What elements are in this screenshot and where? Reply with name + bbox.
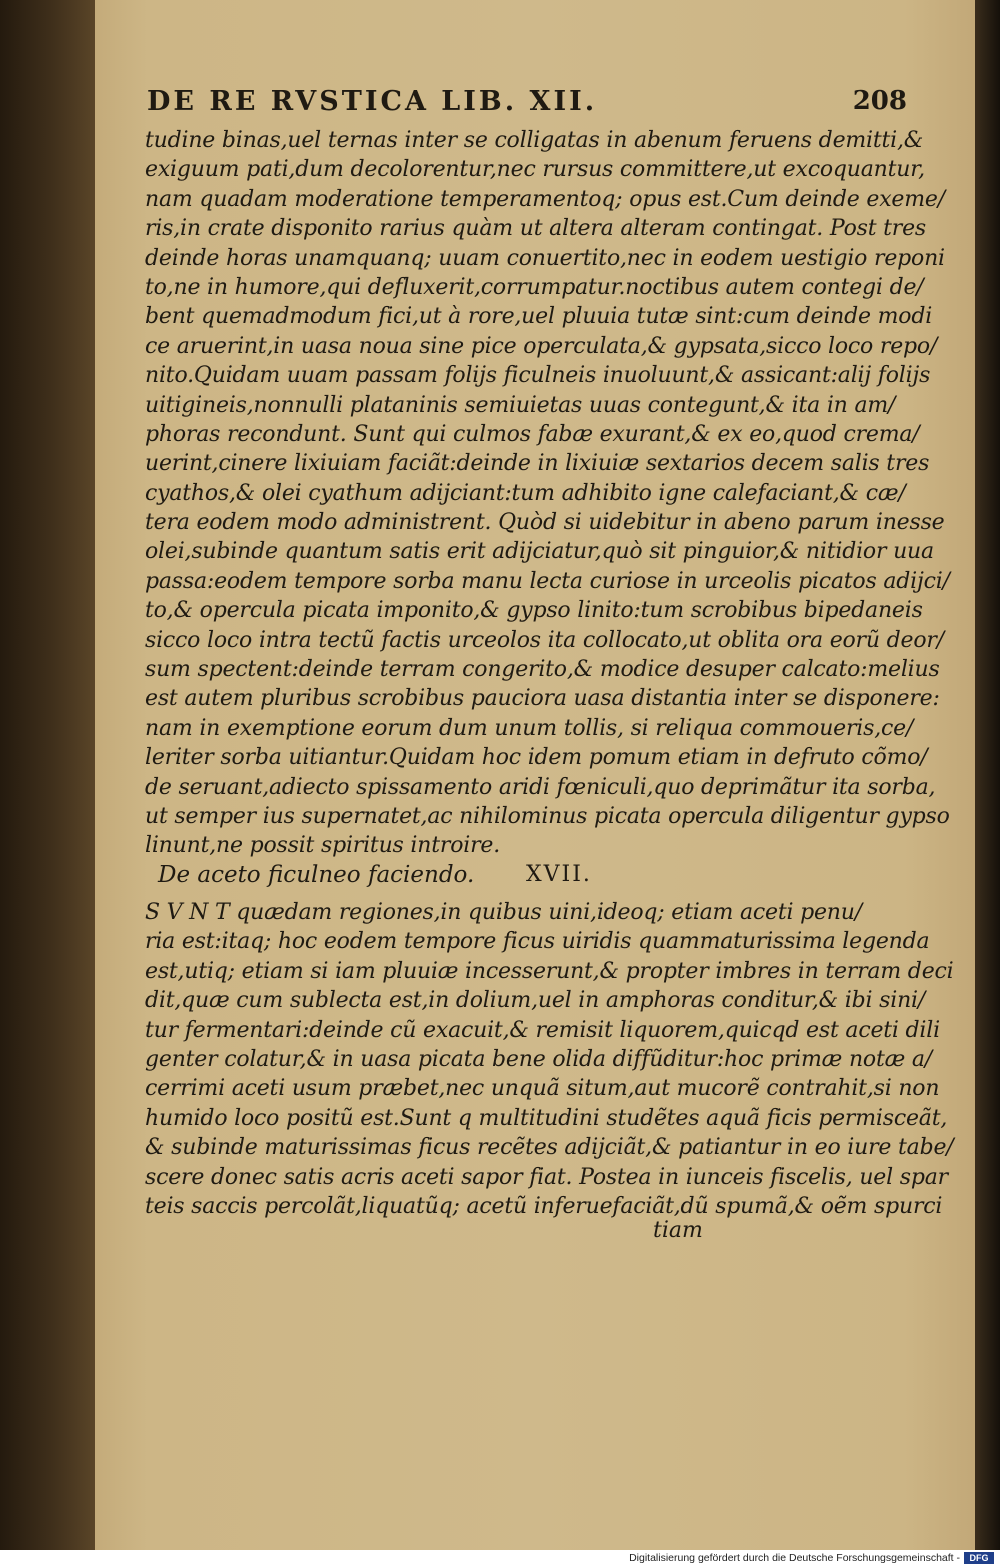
text-line: genter colatur,& in uasa picata bene olida diffũditur:hoc primæ notæ a/ <box>145 1046 933 1072</box>
catchword: tiam <box>653 1218 703 1243</box>
text-line: olei,subinde quantum satis erit adijciatur,quò sit pinguior,& nitidior uua <box>145 539 934 565</box>
text-line: deinde horas unamquanq; uuam conuertito,nec in eodem uestigio reponi <box>145 245 945 271</box>
text-line: leriter sorba uitiantur.Quidam hoc idem pomum etiam in defruto cõmo/ <box>145 745 928 771</box>
text-line: teis saccis percolãt,liquatũq; acetũ inferuefaciãt,dũ spumã,& oẽm spurci <box>145 1193 943 1219</box>
text-line: de seruant,adiecto spissamento aridi fœniculi,quo deprimãtur ita sorba, <box>145 774 936 800</box>
text-line: ce aruerint,in uasa noua sine pice operculata,& gypsata,sicco loco repo/ <box>145 333 938 359</box>
chapter-title: De aceto ficulneo faciendo. <box>158 862 475 888</box>
scan-background-left <box>0 0 95 1550</box>
text-line: nam quadam moderatione temperamentoq; opus est.Cum deinde exeme/ <box>145 186 945 212</box>
text-line: linunt,ne possit spiritus introire. <box>145 833 501 859</box>
text-line: cerrimi aceti usum præbet,nec unquã situm,aut mucorẽ contrahit,si non <box>145 1076 940 1102</box>
running-title: DE RE RVSTICA LIB. XII. <box>147 86 598 117</box>
text-line: & subinde maturissimas ficus recẽtes adijciãt,& patiantur in eo iure tabe/ <box>145 1135 954 1161</box>
text-line: uerint,cinere lixiuiam faciãt:deinde in lixiuiæ sextarios decem salis tres <box>145 451 930 477</box>
chapter-text <box>145 898 954 1221</box>
text-line: bent quemadmodum fici,ut à rore,uel pluuia tutæ sint:cum deinde modi <box>145 304 933 330</box>
funding-credit: Digitalisierung gefördert durch die Deutsche Forschungsgemeinschaft - <box>629 1552 960 1564</box>
dfg-logo: DFG <box>964 1552 994 1564</box>
chapter-heading <box>158 862 698 892</box>
text-line: humido loco positũ est.Sunt q multitudini studẽtes aquã ficis permisceãt, <box>145 1105 948 1131</box>
text-line: sum spectent:deinde terram congerito,& modice desuper calcato:melius <box>145 657 940 683</box>
text-line: tur fermentari:deinde cũ exacuit,& remisit liquorem,quicqd est aceti dili <box>145 1017 940 1043</box>
scan-background-right <box>975 0 1000 1550</box>
text-line: est autem pluribus scrobibus pauciora uasa distantia inter se disponere: <box>145 686 940 712</box>
chapter-number: XVII. <box>526 862 592 887</box>
text-line: ris,in crate disponito rarius quàm ut altera alteram contingat. Post tres <box>145 216 927 242</box>
text-line: to,ne in humore,qui defluxerit,corrumpatur.noctibus autem contegi de/ <box>145 274 924 300</box>
text-line: tudine binas,uel ternas inter se colligatas in abenum feruens demitti,& <box>145 128 924 153</box>
text-line: est,utiq; etiam si iam pluuiæ incesserunt,& propter imbres in terram deci <box>145 958 954 984</box>
text-line: nam in exemptione eorum dum unum tollis, si reliqua commoueris,ce/ <box>145 715 914 741</box>
text-line: tera eodem modo administrent. Quòd si uidebitur in abeno parum inesse <box>145 510 945 536</box>
page-number: 208 <box>852 86 907 116</box>
text-line: ria est:itaq; hoc eodem tempore ficus uiridis quammaturissima legenda <box>145 929 930 955</box>
text-line: phoras recondunt. Sunt qui culmos fabæ exurant,& ex eo,quod crema/ <box>145 421 920 447</box>
running-head <box>147 86 927 126</box>
text-line: dit,quæ cum sublecta est,in dolium,uel in amphoras conditur,& ibi sini/ <box>145 988 926 1014</box>
footer-bar <box>0 1550 1000 1567</box>
text-line: ut semper ius supernatet,ac nihilominus picata opercula diligentur gypso <box>145 803 950 829</box>
text-line: passa:eodem tempore sorba manu lecta curiose in urceolis picatos adijci/ <box>145 568 950 594</box>
body-text <box>145 126 950 861</box>
text-line: sicco loco intra tectũ factis urceolos ita collocato,ut oblita ora eorũ deor/ <box>145 627 944 653</box>
text-line: cyathos,& olei cyathum adijciant:tum adhibito igne calefaciant,& cæ/ <box>145 480 906 506</box>
text-line: S V N T quædam regiones,in quibus uini,ideoq; etiam aceti penu/ <box>145 900 862 925</box>
book-page <box>95 0 975 1550</box>
text-line: exiguum pati,dum decolorentur,nec rursus committere,ut excoquantur, <box>145 157 925 183</box>
text-line: nito.Quidam uuam passam folijs ficulneis inuoluunt,& assicant:alij folijs <box>145 363 931 389</box>
text-line: uitigineis,nonnulli plataninis semiuietas uuas contegunt,& ita in am/ <box>145 392 896 418</box>
text-line: scere donec satis acris aceti sapor fiat. Postea in iunceis fiscelis, uel spar <box>145 1164 948 1190</box>
text-line: to,& opercula picata imponito,& gypso linito:tum scrobibus bipedaneis <box>145 598 923 624</box>
